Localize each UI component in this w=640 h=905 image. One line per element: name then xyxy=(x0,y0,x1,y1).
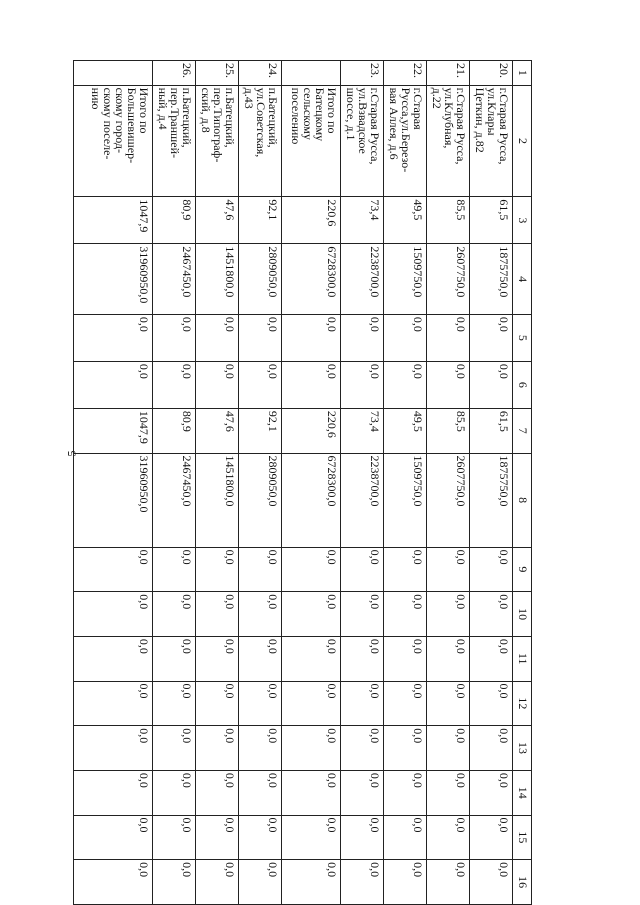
col6-cell: 0,0 xyxy=(196,361,239,408)
col-header: 6 xyxy=(513,361,532,408)
col12-cell: 0,0 xyxy=(196,681,239,726)
col14-cell: 0,0 xyxy=(470,770,513,815)
col-header: 12 xyxy=(513,681,532,726)
col5-cell: 0,0 xyxy=(341,314,384,361)
col-header: 2 xyxy=(513,85,532,197)
address-cell: г.Старая Русса, ул.Клубная, д.22 xyxy=(427,85,470,197)
area-cell: 92,1 xyxy=(239,197,282,244)
col10-cell: 0,0 xyxy=(196,592,239,637)
address-cell: п.Батецкий, пер.Траншей- ный, д.4 xyxy=(153,85,196,197)
col7-cell: 220,6 xyxy=(282,408,341,453)
col6-cell: 0,0 xyxy=(74,361,153,408)
row-number-cell: 26. xyxy=(153,61,196,86)
col15-cell: 0,0 xyxy=(239,815,282,860)
address-cell: Итого по Большевишер- скому город- скому поселе- нию xyxy=(74,85,153,197)
area-cell: 73,4 xyxy=(341,197,384,244)
col10-cell: 0,0 xyxy=(384,592,427,637)
col14-cell: 0,0 xyxy=(196,770,239,815)
area-cell: 61,5 xyxy=(470,197,513,244)
cost-cell: 1875750,0 xyxy=(470,244,513,315)
data-table-container xyxy=(89,60,532,905)
table-row xyxy=(384,61,427,905)
col8-cell: 2607750,0 xyxy=(427,453,470,547)
col12-cell: 0,0 xyxy=(427,681,470,726)
col12-cell: 0,0 xyxy=(341,681,384,726)
col12-cell: 0,0 xyxy=(282,681,341,726)
col9-cell: 0,0 xyxy=(470,547,513,592)
col15-cell: 0,0 xyxy=(74,815,153,860)
cost-cell: 2809050,0 xyxy=(239,244,282,315)
col8-cell: 2809050,0 xyxy=(239,453,282,547)
col12-cell: 0,0 xyxy=(74,681,153,726)
area-cell: 80,9 xyxy=(153,197,196,244)
col-header: 14 xyxy=(513,770,532,815)
col-header: 9 xyxy=(513,547,532,592)
cost-cell: 1451800,0 xyxy=(196,244,239,315)
col15-cell: 0,0 xyxy=(341,815,384,860)
col13-cell: 0,0 xyxy=(196,726,239,771)
area-cell: 220,6 xyxy=(282,197,341,244)
col8-cell: 6728300,0 xyxy=(282,453,341,547)
col9-cell: 0,0 xyxy=(74,547,153,592)
col8-cell: 1451800,0 xyxy=(196,453,239,547)
col16-cell: 0,0 xyxy=(470,860,513,905)
col16-cell: 0,0 xyxy=(196,860,239,905)
col13-cell: 0,0 xyxy=(74,726,153,771)
col13-cell: 0,0 xyxy=(341,726,384,771)
col5-cell: 0,0 xyxy=(239,314,282,361)
cost-cell: 1509750,0 xyxy=(384,244,427,315)
col10-cell: 0,0 xyxy=(239,592,282,637)
row-number-cell xyxy=(74,61,153,86)
row-number-cell: 25. xyxy=(196,61,239,86)
col16-cell: 0,0 xyxy=(341,860,384,905)
col5-cell: 0,0 xyxy=(196,314,239,361)
area-cell: 47,6 xyxy=(196,197,239,244)
col-header: 15 xyxy=(513,815,532,860)
col8-cell: 1875750,0 xyxy=(470,453,513,547)
col12-cell: 0,0 xyxy=(153,681,196,726)
col-header: 7 xyxy=(513,408,532,453)
col5-cell: 0,0 xyxy=(470,314,513,361)
col15-cell: 0,0 xyxy=(196,815,239,860)
address-cell: п.Батецкий, пер.Типограф- ский, д.8 xyxy=(196,85,239,197)
row-number-cell: 21. xyxy=(427,61,470,86)
col10-cell: 0,0 xyxy=(74,592,153,637)
col11-cell: 0,0 xyxy=(74,636,153,681)
col11-cell: 0,0 xyxy=(153,636,196,681)
col11-cell: 0,0 xyxy=(196,636,239,681)
table-body xyxy=(74,61,513,905)
col-header: 5 xyxy=(513,314,532,361)
col-header: 8 xyxy=(513,453,532,547)
table-row xyxy=(153,61,196,905)
col7-cell: 73,4 xyxy=(341,408,384,453)
col7-cell: 85,5 xyxy=(427,408,470,453)
row-number-cell xyxy=(282,61,341,86)
col13-cell: 0,0 xyxy=(239,726,282,771)
col13-cell: 0,0 xyxy=(153,726,196,771)
col16-cell: 0,0 xyxy=(74,860,153,905)
col-header: 4 xyxy=(513,244,532,315)
col8-cell: 1509750,0 xyxy=(384,453,427,547)
col13-cell: 0,0 xyxy=(384,726,427,771)
col16-cell: 0,0 xyxy=(384,860,427,905)
col9-cell: 0,0 xyxy=(282,547,341,592)
col5-cell: 0,0 xyxy=(74,314,153,361)
col9-cell: 0,0 xyxy=(153,547,196,592)
col5-cell: 0,0 xyxy=(153,314,196,361)
page-number: 5 xyxy=(64,450,79,457)
col6-cell: 0,0 xyxy=(427,361,470,408)
col14-cell: 0,0 xyxy=(153,770,196,815)
col7-cell: 1047,9 xyxy=(74,408,153,453)
col11-cell: 0,0 xyxy=(282,636,341,681)
col13-cell: 0,0 xyxy=(427,726,470,771)
col13-cell: 0,0 xyxy=(282,726,341,771)
address-cell: Итого по Батецкому сельскому поселению xyxy=(282,85,341,197)
col10-cell: 0,0 xyxy=(341,592,384,637)
col9-cell: 0,0 xyxy=(341,547,384,592)
cost-cell: 2607750,0 xyxy=(427,244,470,315)
data-table xyxy=(73,60,532,905)
table-row xyxy=(470,61,513,905)
col7-cell: 92,1 xyxy=(239,408,282,453)
row-number-cell: 22. xyxy=(384,61,427,86)
col6-cell: 0,0 xyxy=(384,361,427,408)
table-row xyxy=(239,61,282,905)
col11-cell: 0,0 xyxy=(427,636,470,681)
col14-cell: 0,0 xyxy=(384,770,427,815)
col16-cell: 0,0 xyxy=(153,860,196,905)
col11-cell: 0,0 xyxy=(341,636,384,681)
table-row xyxy=(341,61,384,905)
col14-cell: 0,0 xyxy=(427,770,470,815)
col14-cell: 0,0 xyxy=(239,770,282,815)
col12-cell: 0,0 xyxy=(384,681,427,726)
col6-cell: 0,0 xyxy=(153,361,196,408)
col14-cell: 0,0 xyxy=(282,770,341,815)
col8-cell: 31960950,0 xyxy=(74,453,153,547)
row-number-cell: 24. xyxy=(239,61,282,86)
col5-cell: 0,0 xyxy=(384,314,427,361)
row-number-cell: 23. xyxy=(341,61,384,86)
address-cell: г.Старая Русса, ул.Взвадское шоссе, д.1 xyxy=(341,85,384,197)
col11-cell: 0,0 xyxy=(384,636,427,681)
col9-cell: 0,0 xyxy=(384,547,427,592)
col14-cell: 0,0 xyxy=(341,770,384,815)
cost-cell: 6728300,0 xyxy=(282,244,341,315)
col10-cell: 0,0 xyxy=(427,592,470,637)
col8-cell: 2467450,0 xyxy=(153,453,196,547)
address-cell: г.Старая Русса,ул.Березо- вая Аллея, д.6 xyxy=(384,85,427,197)
table-row xyxy=(196,61,239,905)
row-number-cell: 20. xyxy=(470,61,513,86)
col-header: 3 xyxy=(513,197,532,244)
col9-cell: 0,0 xyxy=(239,547,282,592)
header-row xyxy=(513,61,532,905)
col7-cell: 49,5 xyxy=(384,408,427,453)
cost-cell: 2467450,0 xyxy=(153,244,196,315)
col15-cell: 0,0 xyxy=(470,815,513,860)
col9-cell: 0,0 xyxy=(427,547,470,592)
col10-cell: 0,0 xyxy=(282,592,341,637)
col-header: 16 xyxy=(513,860,532,905)
address-cell: г.Старая Русса, ул.Клары Цеткин, д.82 xyxy=(470,85,513,197)
col15-cell: 0,0 xyxy=(153,815,196,860)
col5-cell: 0,0 xyxy=(282,314,341,361)
col7-cell: 61,5 xyxy=(470,408,513,453)
col6-cell: 0,0 xyxy=(239,361,282,408)
cost-cell: 2238700,0 xyxy=(341,244,384,315)
col11-cell: 0,0 xyxy=(239,636,282,681)
col6-cell: 0,0 xyxy=(470,361,513,408)
cost-cell: 31960950,0 xyxy=(74,244,153,315)
address-cell: п.Батецкий, ул.Советская, д.43 xyxy=(239,85,282,197)
col12-cell: 0,0 xyxy=(470,681,513,726)
col-header: 10 xyxy=(513,592,532,637)
col16-cell: 0,0 xyxy=(239,860,282,905)
col10-cell: 0,0 xyxy=(153,592,196,637)
table-row xyxy=(427,61,470,905)
col10-cell: 0,0 xyxy=(470,592,513,637)
col-header: 1 xyxy=(513,61,532,86)
col15-cell: 0,0 xyxy=(282,815,341,860)
table-row xyxy=(282,61,341,905)
col-header: 11 xyxy=(513,636,532,681)
area-cell: 85,5 xyxy=(427,197,470,244)
col5-cell: 0,0 xyxy=(427,314,470,361)
col12-cell: 0,0 xyxy=(239,681,282,726)
col15-cell: 0,0 xyxy=(384,815,427,860)
col7-cell: 47,6 xyxy=(196,408,239,453)
col6-cell: 0,0 xyxy=(282,361,341,408)
col13-cell: 0,0 xyxy=(470,726,513,771)
col6-cell: 0,0 xyxy=(341,361,384,408)
table-row xyxy=(74,61,153,905)
col7-cell: 80,9 xyxy=(153,408,196,453)
col14-cell: 0,0 xyxy=(74,770,153,815)
col9-cell: 0,0 xyxy=(196,547,239,592)
col-header: 13 xyxy=(513,726,532,771)
col8-cell: 2238700,0 xyxy=(341,453,384,547)
area-cell: 1047,9 xyxy=(74,197,153,244)
area-cell: 49,5 xyxy=(384,197,427,244)
col11-cell: 0,0 xyxy=(470,636,513,681)
col16-cell: 0,0 xyxy=(427,860,470,905)
col16-cell: 0,0 xyxy=(282,860,341,905)
col15-cell: 0,0 xyxy=(427,815,470,860)
